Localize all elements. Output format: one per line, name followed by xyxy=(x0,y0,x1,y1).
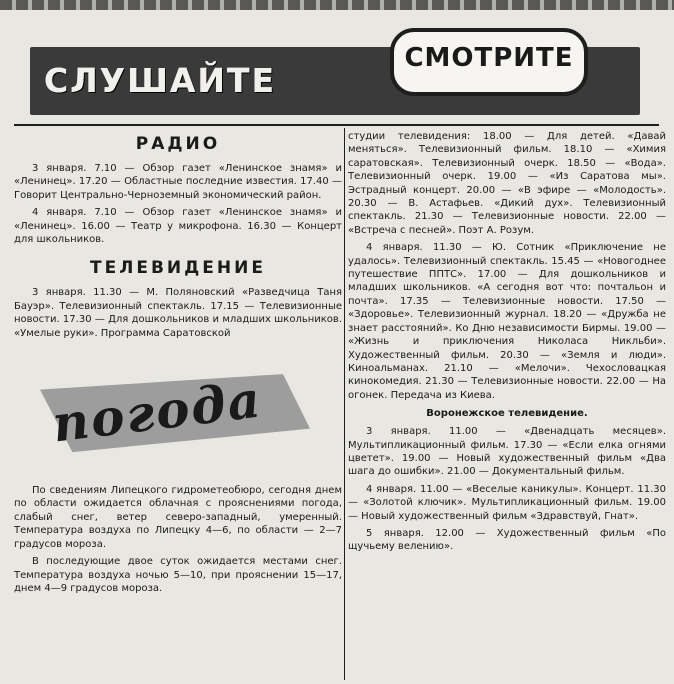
left-column xyxy=(14,130,342,599)
voronezh-tv-paragraph: 5 января. 12.00 — Художественный фильм «По щучьему велению». xyxy=(348,527,666,553)
weather-logo xyxy=(30,356,320,466)
right-column xyxy=(348,130,666,558)
banner-listen-title: СЛУШАЙТЕ xyxy=(44,61,277,100)
saratov-tv-paragraph: студии телевидения: 18.00 — Для детей. «Давай меняться». Телевизионный фильм. 18.10 — «Химия саратовская». Телевизионный очерк. 18.50 — «Вода». Телевизионный очерк. 19.00 — «Из Саратова мы». Эстрадный концерт. 20.00 — «В эфире — «Молодость». 20.30 — В. Астафьев. «Дикий дух». Телевизионный спектакль. 21.30 — Телевизионные новости. 22.00 — «Встреча с песней». Поэт А. Розум. xyxy=(348,131,666,236)
weather-paragraph: По сведениям Липецкого гидрометеобюро, сегодня днем по области ожидается облачная с прояснениями погода, слабый снег, ветер северо-западный, умеренный. Температура воздуха по Липецку 4—6, по области — 2—7 градусов мороза. xyxy=(14,485,342,550)
voronezh-tv-paragraph: 4 января. 11.00 — «Веселые каникулы». Концерт. 11.30 — «Золотой ключик». Мультипликационный фильм. 19.00 — Новый художественный фильм «Здравствуй, Гнат». xyxy=(348,483,666,522)
saratov-tv-paragraph: 4 января. 11.30 — Ю. Сотник «Приключение не удалось». Телевизионный спектакль. 15.45 — «Новогоднее путешествие ППТС». 17.00 — Для дошкольников и младших школьников. «А сегодня вот что: почтальон и почта». 17.35 — Телевизионные новости. 17.50 — «Здоровье». Телевизионный журнал. 18.20 — «Дружба не знает расстояний». Ко Дню независимости Бирмы. 19.00 — «Жизнь и приключения Николаса Никльби». Художественный фильм. 20.30 — «Земля и люди». Киноальманах. 21.10 — «Мелочи». Чехословацкая кинокомедия. 21.30 — Телевизионные новости. 22.00 — На огонек. Передача из Киева. xyxy=(348,242,666,401)
weather-paragraph: В последующие двое суток ожидается местами снег. Температура воздуха ночью 5—10, при прояснении 15—17, днем 4—9 градусов мороза. xyxy=(14,556,342,594)
weather-logo-text: погода xyxy=(49,369,266,454)
banner-watch-title: СМОТРИТЕ xyxy=(390,28,588,96)
tv-paragraph: 3 января. 11.30 — М. Поляновский «Разведчица Таня Бауэр». Телевизионный спектакль. 17.15 — Телевизионные новости. 17.30 — Для дошкольников и младших школьников. «Умелые руки». Программа Саратовской xyxy=(14,287,342,339)
voronezh-tv-heading: Воронежское телевидение. xyxy=(426,408,588,420)
radio-heading: РАДИО xyxy=(135,134,221,154)
top-border-strip xyxy=(0,0,674,10)
radio-paragraph: 3 января. 7.10 — Обзор газет «Ленинское знамя» и «Ленинец». 17.20 — Областные последние известия. 17.40 — Говорит Центрально-Черноземный экономический район. xyxy=(14,163,342,201)
radio-paragraph: 4 января. 7.10 — Обзор газет «Ленинское знамя» и «Ленинец». 16.00 — Театр у микрофона. 16.30 — Концерт для школьников. xyxy=(14,207,342,246)
voronezh-tv-paragraph: 3 января. 11.00 — «Двенадцать месяцев». Мультипликационный фильм. 17.30 — «Если елка огнями цветет». 19.00 — Новый художественный фильм «Два шага до ошибки». 21.00 — Документальный фильм. xyxy=(348,426,666,478)
tv-heading: ТЕЛЕВИДЕНИЕ xyxy=(90,258,266,279)
header-divider xyxy=(14,124,659,126)
column-divider xyxy=(344,128,345,680)
